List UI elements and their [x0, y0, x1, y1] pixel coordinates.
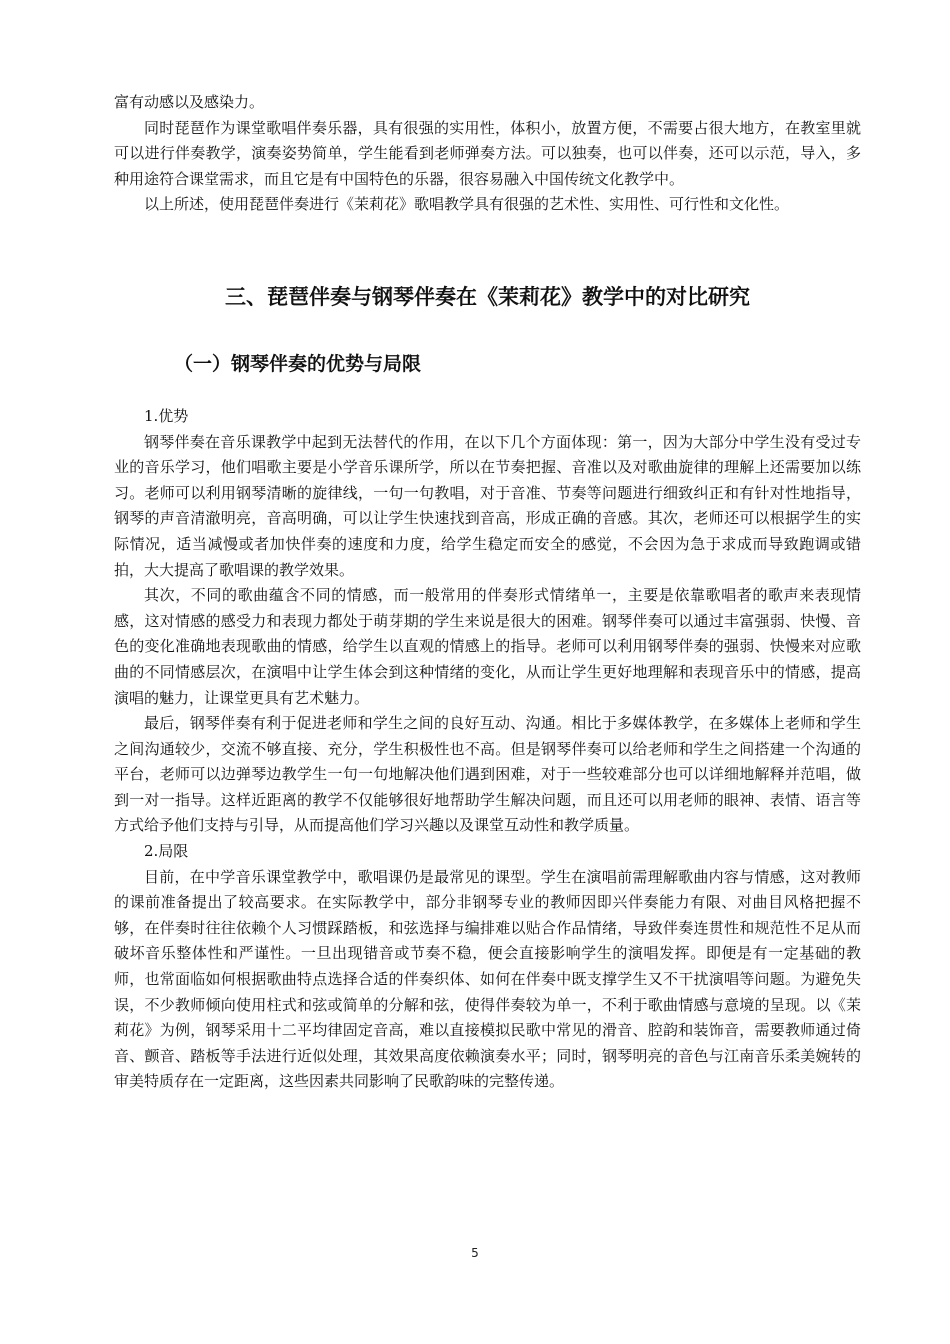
- section-heading: 三、琵琶伴奏与钢琴伴奏在《茉莉花》教学中的对比研究: [225, 284, 750, 309]
- label-limitations: 2.局限: [144, 842, 189, 861]
- paragraph-advantage-2: 其次，不同的歌曲蕴含不同的情感，而一般常用的伴奏形式情绪单一，主要是依靠歌唱者的歌声来表现情感，这对情感的感受力和表现力都处于萌芽期的学生来说是很大的困难。钢琴伴奏可以通过丰富强弱、快慢、音色的变化准确地表现歌曲的情感，给学生以直观的情感上的指导。老师可以利用钢琴伴奏的强弱、快慢来对应歌曲的不同情感层次，在演唱中让学生体会到这种情绪的变化，从而让学生更好地理解和表现音乐中的情感，提高演唱的魅力，让课堂更具有艺术魅力。: [114, 586, 861, 707]
- paragraph-pipa-practicality: 同时琵琶作为课堂歌唱伴奏乐器，具有很强的实用性，体积小，放置方便，不需要占很大地方，在教室里就可以进行伴奏教学，演奏姿势简单，学生能看到老师弹奏方法。可以独奏，也可以伴奏，还可以示范，导入，多种用途符合课堂需求，而且它是有中国特色的乐器，很容易融入中国传统文化教学中。: [114, 118, 861, 188]
- paragraph-continuation: 富有动感以及感染力。: [114, 93, 265, 111]
- subsection-heading: （一）钢琴伴奏的优势与局限: [174, 352, 422, 375]
- paragraph-advantage-1: 钢琴伴奏在音乐课教学中起到无法替代的作用，在以下几个方面体现：第一，因为大部分中学生没有受过专业的音乐学习，他们唱歌主要是小学音乐课所学，所以在节奏把握、音准以及对歌曲旋律的理解上还需要加以练习。老师可以利用钢琴清晰的旋律线，一句一句教唱，对于音准、节奏等问题进行细致纠正和有针对性地指导，钢琴的声音清澈明亮，音高明确，可以让学生快速找到音高，形成正确的音感。其次，老师还可以根据学生的实际情况，适当减慢或者加快伴奏的速度和力度，给学生稳定而安全的感觉，不会因为急于求成而导致跑调或错拍，大大提高了歌唱课的教学效果。: [114, 432, 861, 579]
- page-body: [114, 90, 861, 1095]
- paragraph-summary: 以上所述，使用琵琶伴奏进行《茉莉花》歌唱教学具有很强的艺术性、实用性、可行性和文化性。: [144, 195, 790, 214]
- paragraph-limitation-1: 目前，在中学音乐课堂教学中，歌唱课仍是最常见的课型。学生在演唱前需理解歌曲内容与情感，这对教师的课前准备提出了较高要求。在实际教学中，部分非钢琴专业的教师因即兴伴奏能力有限、对曲目风格把握不够，在伴奏时往往依赖个人习惯踩踏板，和弦选择与编排难以贴合作品情绪，导致伴奏连贯性和规范性不足从而破坏音乐整体性和严谨性。一旦出现错音或节奏不稳，便会直接影响学生的演唱发挥。即便是有一定基础的教师，也常面临如何根据歌曲特点选择合适的伴奏织体、如何在伴奏中既支撑学生又不干扰演唱等问题。为避免失误，不少教师倾向使用柱式和弦或简单的分解和弦，使得伴奏较为单一，不利于歌曲情感与意境的呈现。以《茉莉花》为例，钢琴采用十二平均律固定音高，难以直接模拟民歌中常见的滑音、腔韵和装饰音，需要教师通过倚音、颤音、踏板等手法进行近似处理，其效果高度依赖演奏水平；同时，钢琴明亮的音色与江南音乐柔美婉转的审美特质存在一定距离，这些因素共同影响了民歌韵味的完整传递。: [114, 867, 861, 1091]
- page-number: 5: [471, 1246, 479, 1260]
- label-advantages: 1.优势: [144, 406, 189, 425]
- paragraph-advantage-3: 最后，钢琴伴奏有利于促进老师和学生之间的良好互动、沟通。相比于多媒体教学，在多媒体上老师和学生之间沟通较少，交流不够直接、充分，学生积极性也不高。但是钢琴伴奏可以给老师和学生之间搭建一个沟通的平台，老师可以边弹琴边教学生一句一句地解决他们遇到困难，对于一些较难部分也可以详细地解释并范唱，做到一对一指导。这样近距离的教学不仅能够很好地帮助学生解决问题，而且还可以用老师的眼神、表情、语言等方式给予他们支持与引导，从而提高他们学习兴趣以及课堂互动性和教学质量。: [114, 714, 861, 835]
